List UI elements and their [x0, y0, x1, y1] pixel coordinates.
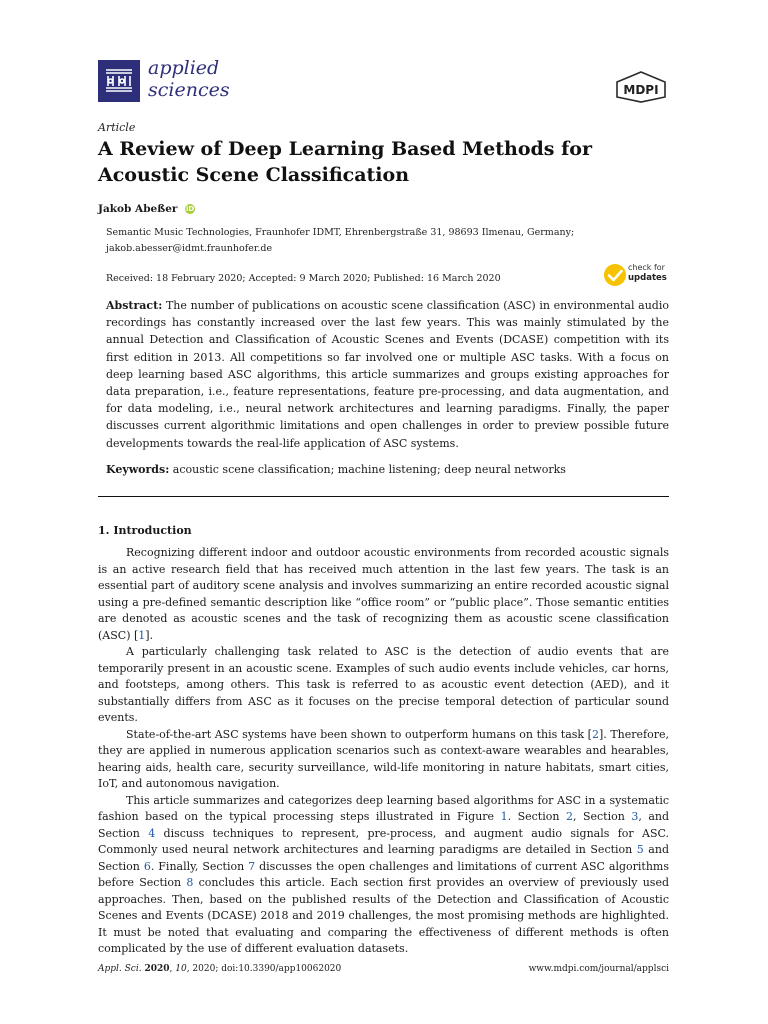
figure-link[interactable]: 1	[500, 810, 508, 823]
keywords	[106, 461, 669, 478]
journal-logo	[98, 58, 248, 104]
mdpi-logo-icon	[614, 70, 668, 104]
publisher-logo	[614, 70, 668, 104]
author-name: Jakob Abeßer	[98, 203, 178, 215]
section-divider	[98, 496, 669, 497]
article-type: Article	[98, 121, 136, 134]
paragraph: State-of-the-art ASC systems have been shown to outperform humans on this task [2]. Therefore, they are applied in numerous application scenarios such as context-aware wearables and hearables, hearing aids, health care, security surveillance, wild-life monitoring in nature habitats, smart cities, IoT, and autonomous navigation.	[98, 727, 669, 790]
check-updates-line2: updates	[628, 273, 667, 283]
author-line	[98, 203, 195, 215]
paragraph: A particularly challenging task related to ASC is the detection of audio events that are temporarily present in an acoustic scene. Examples of such audio events include vehicles, car horns, and footsteps, among others. This task is referred to as acoustic event detection (AED), and it substantially differs from ASC as it focuses on the precise temporal detection of particular sound events.	[98, 645, 669, 724]
journal-logo-icon	[98, 60, 140, 102]
keywords-label: Keywords:	[106, 463, 170, 476]
abstract	[106, 297, 669, 452]
section-link[interactable]: 5	[636, 843, 644, 856]
paragraph: This article summarizes and categorizes deep learning based algorithms for ASC in a systematic fashion based on the typical processing steps illustrated in Figure 1. Section 2, Section 3, and Section 4 discuss techniques to represent, pre-process, and augment audio signals for ASC. Commonly used neural network architectures and learning paradigms are detailed in Section 5 and Section 6. Finally, Section 7 discusses the open challenges and limitations of current ASC algorithms before Section 8 concludes this article. Each section first provides an overview of previously used approaches. Then, based on the published results of the Detection and Classification of Acoustic Scenes and Events (DCASE) 2018 and 2019 challenges, the most promising methods are highlighted. It must be noted that evaluating and comparing the effectiveness of different methods is often complicated by the use of different evaluation datasets.	[98, 793, 670, 955]
journal-url[interactable]: www.mdpi.com/journal/applsci	[528, 964, 669, 974]
abstract-label: Abstract:	[106, 299, 163, 312]
citation-link[interactable]: 2	[591, 727, 599, 741]
paragraph: Recognizing different indoor and outdoor acoustic environments from recorded acoustic signals is an active research field that has received much attention in the last few years. The task is an essential part of auditory scene analysis and involves summarizing an entire recorded acoustic signal using a pre-defined semantic description like “office room” or “public place”. Those semantic entities are denoted as acoustic scenes and the task of recognizing them as acoustic scene classification (ASC) [1].	[98, 546, 669, 642]
publication-dates: Received: 18 February 2020; Accepted: 9 March 2020; Published: 16 March 2020	[106, 273, 501, 284]
check-for-updates-button[interactable]	[602, 260, 674, 290]
affiliation-address: Semantic Music Technologies, Fraunhofer IDMT, Ehrenbergstraße 31, 98693 Ilmenau, Germany;	[106, 227, 575, 238]
journal-name-line2: sciences	[148, 79, 230, 101]
abstract-text: The number of publications on acoustic scene classification (ASC) in environmental audio recordings has constantly increased over the last few years. This was mainly stimulated by the annual Detection and Classification of Acoustic Scenes and Events (DCASE) competition with its first edition in 2013. All competitions so far involved one or multiple ASC tasks. With a focus on deep learning based ASC algorithms, this article summarizes and groups existing approaches for data preparation, i.e., feature representations, feature pre-processing, and data augmentation, and for data modeling, i.e., neural network architectures and learning paradigms. Finally, the paper discusses current algorithmic limitations and open challenges in order to preview possible future developments towards the real-life application of ASC systems.	[106, 299, 669, 450]
footer-doi: , 2020; doi:10.3390/app10062020	[186, 964, 342, 974]
footer-year: 2020	[144, 964, 170, 974]
footer-volume: 10	[175, 964, 187, 974]
orcid-icon[interactable]: iD	[185, 205, 195, 213]
footer-journal: Appl. Sci.	[98, 964, 142, 974]
section-link[interactable]: 2	[565, 810, 573, 823]
section-link[interactable]: 3	[631, 810, 639, 823]
author-email[interactable]: jakob.abesser@idmt.fraunhofer.de	[106, 243, 273, 254]
section-link[interactable]: 4	[148, 826, 156, 840]
keywords-text: acoustic scene classification; machine listening; deep neural networks	[172, 463, 566, 476]
check-updates-icon	[602, 262, 628, 288]
citation-link[interactable]: 1	[138, 628, 146, 642]
affiliation	[106, 225, 666, 257]
section-link[interactable]: 7	[248, 859, 256, 873]
section-heading-introduction: 1. Introduction	[98, 524, 192, 537]
section-link[interactable]: 8	[186, 876, 194, 889]
paper-title: A Review of Deep Learning Based Methods for Acoustic Scene Classification	[98, 138, 592, 186]
introduction-body	[98, 545, 669, 958]
section-link[interactable]: 6	[143, 859, 151, 873]
check-updates-line1: check for	[628, 263, 665, 272]
citation-footer: Appl. Sci. 2020, 10, 2020; doi:10.3390/app10062020	[98, 964, 342, 974]
publisher-name: MDPI	[623, 83, 659, 97]
journal-name-line1: applied	[148, 57, 220, 79]
